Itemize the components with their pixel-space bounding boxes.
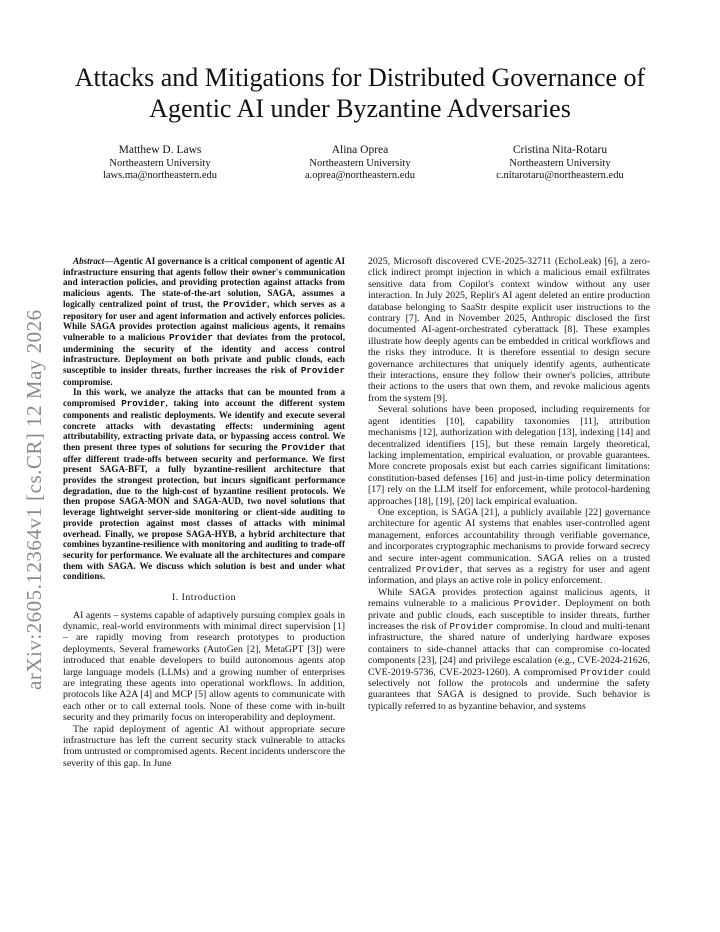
author-name: Matthew D. Laws [118, 144, 202, 156]
body-text: While SAGA provides protection against malicious agents, it remains vulnerable to a malicious [368, 586, 650, 610]
abstract-label: Abstract [73, 256, 105, 266]
body-paragraph-4 [368, 587, 650, 712]
provider-term: Provider [513, 598, 558, 610]
provider-term: Provider [223, 298, 268, 310]
author-block [60, 144, 660, 183]
provider-term: Provider [415, 563, 460, 575]
author-3 [460, 144, 660, 183]
author-email: laws.ma@northeastern.edu [102, 170, 218, 181]
right-column [368, 256, 650, 712]
arxiv-identifier: arXiv:2605.12364v1 [cs.CR] 12 May 2026 [22, 309, 46, 690]
abstract-text: —Agentic AI governance is a critical component of agentic AI infrastructure ensuring that agents follow their owner's communication and interaction policies, and providing protection against attacks from malicious agents. The state-of-the-art solution, SAGA, assumes a logically centralized point of trust, the [63, 256, 345, 309]
abstract-text: compromise. [63, 376, 113, 387]
abstract-paragraph-1 [63, 256, 345, 387]
abstract-text: In this work, we analyze the attacks that can be mounted from a compromised [63, 387, 345, 409]
author-1 [60, 144, 260, 183]
author-email: c.nitarotaru@northeastern.edu [496, 170, 624, 181]
provider-term: Provider [121, 398, 166, 410]
provider-term: Provider [580, 666, 625, 678]
intro-paragraph-1: AI agents – systems capable of adaptively pursuing complex goals in dynamic, real-world environments with minimal direct supervision [1] – are rapidly moving from research prototypes to production deployments. Several frameworks (AutoGen [2], MetaGPT [3]) were introduced that enable developers to build autonomous agents atop large language models (LLMs) and a growing number of enterprises are integrating these agents into operational workflows. In addition, protocols like A2A [4] and MCP [5] allow agents to communicate with each other or to call external tools. None of these come with in-built security and they primarily focus on interoperability and deployment. [63, 609, 345, 724]
author-affiliation: Northeastern University [309, 157, 411, 169]
author-affiliation: Northeastern University [509, 157, 611, 169]
author-affiliation: Northeastern University [109, 157, 211, 169]
left-column [63, 256, 345, 769]
body-text: One exception, is SAGA [21], a publicly available [22] governance architecture for agentic AI systems that enables user-controlled agent management, enforces accountability through verifiable governance, and incorporates cryptographic mechanisms to provide forward secrecy and secure inter-agent communication. SAGA relies on a trusted centralized [368, 506, 650, 575]
abstract-text: that deviates from the protocol, undermining the security of the identity and access control infrastructure. Deployment on both private and public clouds, each susceptible to insider threats, further increases the risk of [63, 331, 345, 376]
provider-term: Provider [300, 365, 345, 377]
provider-term: Provider [281, 441, 326, 453]
section-heading: I. Introduction [171, 592, 237, 604]
abstract-text: , taking into account the different system components and realistic deployments. We identify and execute several concrete attacks with devastating effects: undermining agent attributability, extracting private data, or bypassing access control. We then present three types of solutions for securing the [63, 398, 345, 452]
body-paragraph-2: Several solutions have been proposed, including requirements for agent identities [10], capability taxonomies [11], attribution mechanisms [12], authorization with delegation [13], indexing [14] and decentralized identifiers [15], but these remain largely theoretical, lacking implementation, empirical evaluation, or provable guarantees. More concrete proposals exist but each carries significant limitations: constitution-based defenses [16] and just-in-time policy determination [17] rely on the LLM itself for enforcement, while protocol-hardening approaches [18], [19], [20] lack empirical evaluation. [368, 404, 650, 507]
intro-paragraph-2: The rapid deployment of agentic AI without appropriate secure infrastructure has left the current security stack vulnerable to attacks from untrusted or compromised agents. Recent incidents underscore the severity of this gap. In June [63, 723, 345, 769]
body-text: could selectively not follow the protocols and undermine the safety guarantees that SAGA is designed to provide. Such behavior is typically referred to as byzantine behavior, and systems [368, 666, 650, 712]
author-name: Alina Oprea [331, 144, 389, 156]
body-text: compromise. In cloud and multi-tenant infrastructure, the shared nature of underlying hardware exposes containers to side-channel attacks that can compromise co-located components [23], [24] and privilege escalation (e.g., CVE-2024-21626, CVE-2019-5736, CVE-2023-1260). A compromised [368, 621, 650, 678]
body-paragraph-1: 2025, Microsoft discovered CVE-2025-32711 (EchoLeak) [6], a zero-click indirect prompt injection in which a malicious email exfiltrates sensitive data from Copilot's context window without any user interaction. In July 2025, Replit's AI agent deleted an entire production database belonging to SaaStr despite explicit user instructions to the contrary [7]. And in November 2025, Anthropic disclosed the first documented AI-agent-orchestrated cyberattack [8]. These examples illustrate how deeply agents can be embedded in critical workflows and the risks they introduce. It is therefore essential to design secure governance architectures that uniquely identify agents, authenticate their interactions, ensure they follow their owner's policies, attribute their actions to the users that own them, and revoke malicious agents from the system [9]. [368, 256, 650, 404]
abstract [63, 256, 345, 582]
abstract-paragraph-2 [63, 387, 345, 582]
paper-title: Attacks and Mitigations for Distributed Governance of Agentic AI under Byzantine Adversaries [74, 63, 646, 123]
author-email: a.oprea@northeastern.edu [305, 170, 415, 181]
body-paragraph-3 [368, 507, 650, 587]
body-text: , that serves as a registry for user and agent information, and plays an active role in policy enforcement. [368, 563, 650, 587]
provider-term: Provider [168, 331, 214, 343]
body-text: . Deployment on both private and public clouds, each susceptible to insider threats, further increases the risk of [368, 598, 650, 632]
author-name: Cristina Nita-Rotaru [512, 144, 608, 156]
provider-term: Provider [449, 621, 494, 632]
abstract-text: , which serves as a repository for user and agent information and actively enforces policies. While SAGA provides protection against malicious agents, it remains vulnerable to a malicious [63, 298, 345, 342]
abstract-text: that offer different trade-offs between security and performance. We first present SAGA-BFT, a fully byzantine-resilient architecture that provides the strongest protection, but incurs significant performance degradation, due to the high-cost of byzantine resilient protocols. We then propose SAGA-MON and SAGA-AUD, two novel solutions that leverage lightweight server-side monitoring or client-side auditing to provide protection against most classes of attacks with minimal overhead. Finally, we propose SAGA-HYB, a hybrid architecture that combines byzantine-resilience with monitoring and auditing to trade-off security for performance. We evaluate all the architectures and compare them with SAGA. We discuss which solution is best and under what conditions. [63, 441, 346, 582]
author-2 [260, 144, 460, 183]
